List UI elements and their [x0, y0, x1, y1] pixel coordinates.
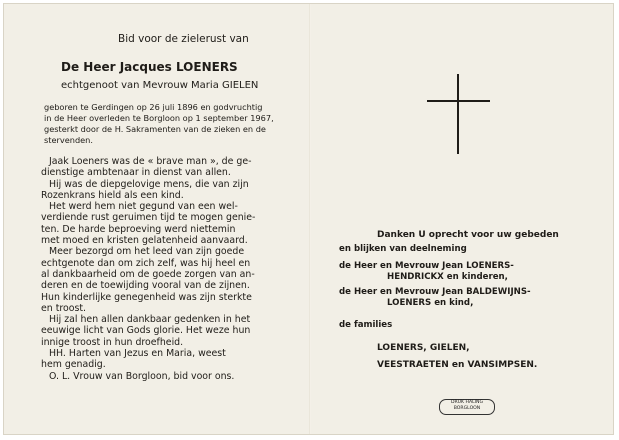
- eulogy-line: Rozenkrans hield als een kind.: [41, 189, 184, 201]
- thanks-line: en blijken van deelneming: [339, 244, 467, 254]
- eulogy-line: ten. De harde beproeving werd niettemin: [41, 223, 236, 235]
- family-line: HENDRICKX en kinderen,: [387, 272, 508, 282]
- eulogy-line: Het werd hem niet gegund van een wel-: [49, 201, 238, 213]
- bio-line: in de Heer overleden te Borgloon op 1 september 1967,: [44, 113, 274, 123]
- eulogy-line: verdiende rust geruimen tijd te mogen genie-: [41, 212, 256, 224]
- eulogy-line: Hun kinderlijke genegenheid was zijn sterkte: [41, 291, 252, 303]
- eulogy-line: deren en de toewijding vooral van de zijnen.: [41, 280, 250, 292]
- family-names: LOENERS, GIELEN,: [377, 343, 470, 353]
- family-line: de Heer en Mevrouw Jean LOENERS-: [339, 261, 514, 271]
- eulogy-text: [41, 156, 291, 382]
- eulogy-line: dienstige ambtenaar in dienst van allen.: [41, 167, 231, 179]
- eulogy-line: hem genadig.: [41, 359, 106, 371]
- stamp-line: BORGLOON: [453, 406, 481, 411]
- bio-line: geboren te Gerdingen op 26 juli 1896 en godvruchtig: [44, 102, 263, 112]
- stamp-line: DRUK HALING: [450, 400, 484, 405]
- heading: Bid voor de zielerust van: [118, 33, 249, 45]
- eulogy-line: HH. Harten van Jezus en Maria, weest: [49, 348, 226, 360]
- thanks-line: Danken U oprecht voor uw gebeden: [377, 230, 559, 240]
- eulogy-line: en troost.: [41, 302, 87, 314]
- eulogy-line: innige troost in hun droefheid.: [41, 336, 184, 348]
- spouse-line: echtgenoot van Mevrouw Maria GIELEN: [61, 80, 259, 91]
- eulogy-line: Meer bezorgd om het leed van zijn goede: [49, 246, 245, 258]
- eulogy-line: echtgenote dan om zich zelf, was hij heel en: [41, 257, 251, 269]
- eulogy-line: Jaak Loeners was de « brave man », de ge-: [49, 156, 252, 167]
- cross-icon-bar: [427, 100, 490, 102]
- eulogy-line: al dankbaarheid om de goede zorgen van an-: [41, 268, 255, 280]
- memorial-card: [3, 3, 614, 435]
- card-fold: [309, 4, 311, 434]
- cross-icon: [457, 74, 459, 154]
- eulogy-line: met moed en kristen gelatenheid aanvaard.: [41, 235, 248, 247]
- bio-line: stervenden.: [44, 135, 93, 145]
- family-line: de Heer en Mevrouw Jean BALDEWIJNS-: [339, 287, 531, 297]
- eulogy-line: Hij was de diepgelovige mens, die van zijn: [49, 178, 249, 190]
- families-label: de families: [339, 320, 393, 330]
- eulogy-line: Hij zal hen allen dankbaar gedenken in het: [49, 314, 251, 326]
- eulogy-line: eeuwige licht van Gods glorie. Het weze hun: [41, 325, 251, 337]
- family-names: VEESTRAETEN en VANSIMPSEN.: [377, 360, 538, 370]
- eulogy-line: O. L. Vrouw van Borgloon, bid voor ons.: [49, 370, 235, 382]
- family-line: LOENERS en kind,: [387, 298, 474, 308]
- printer-stamp: [439, 399, 495, 415]
- bio-line: gesterkt door de H. Sakramenten van de zieken en de: [44, 124, 266, 134]
- deceased-name: De Heer Jacques LOENERS: [61, 60, 238, 74]
